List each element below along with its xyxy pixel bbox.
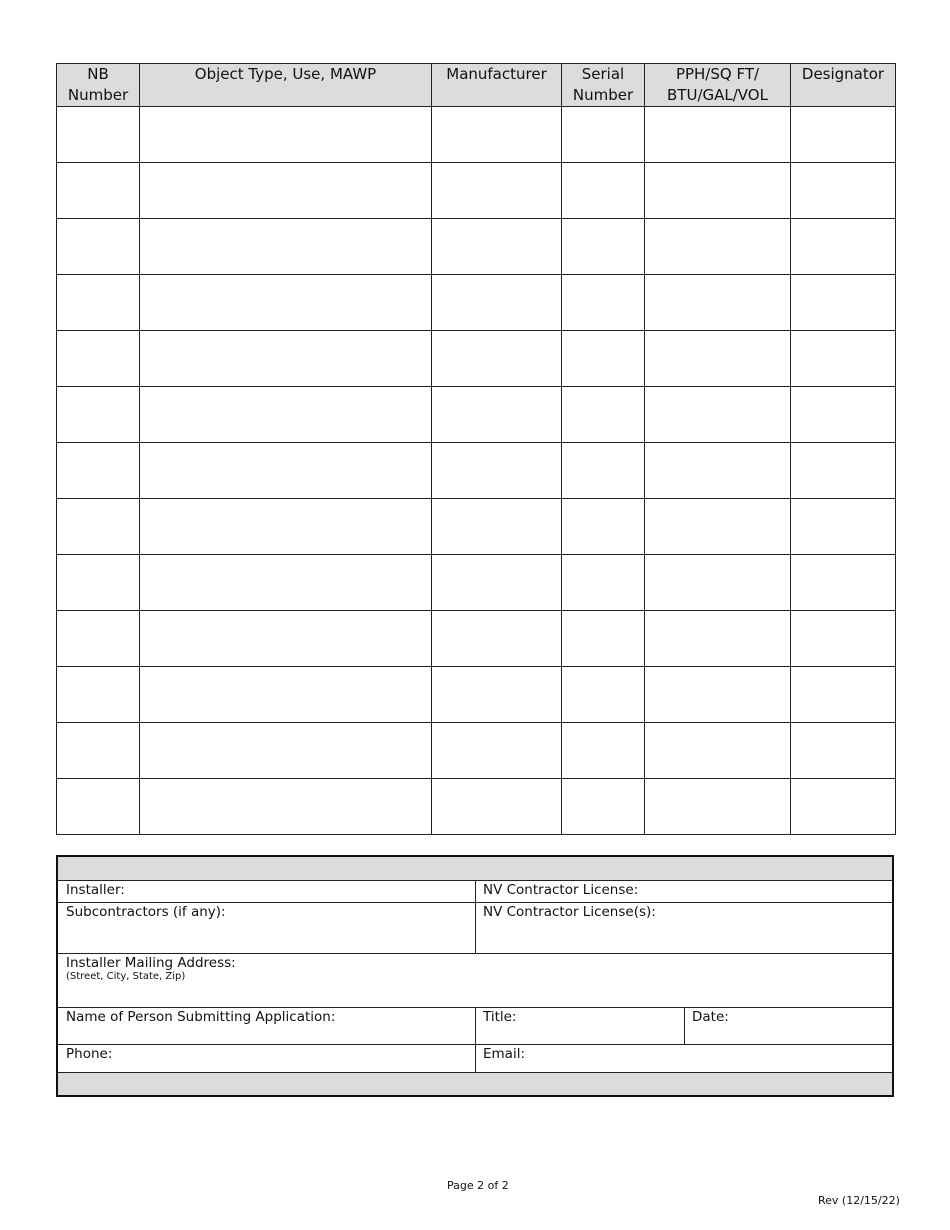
table-row [57, 723, 896, 779]
table-cell-input[interactable] [562, 555, 645, 611]
column-header [562, 64, 645, 107]
table-row [57, 779, 896, 835]
table-cell-input[interactable] [432, 275, 562, 331]
column-header [57, 64, 140, 107]
table-cell-input[interactable] [57, 667, 140, 723]
table-cell-input[interactable] [432, 723, 562, 779]
table-cell-input[interactable] [57, 723, 140, 779]
table-cell-input[interactable] [562, 667, 645, 723]
table-row [57, 387, 896, 443]
revision-date: Rev (12/15/22) [818, 1194, 900, 1207]
divider [475, 1007, 476, 1072]
table-cell-input[interactable] [432, 163, 562, 219]
column-header [645, 64, 791, 107]
column-header [432, 64, 562, 107]
column-header-line: Number [572, 86, 634, 104]
table-cell-input[interactable] [791, 443, 896, 499]
column-header [791, 64, 896, 107]
table-cell-input[interactable] [57, 443, 140, 499]
mailing-address-field[interactable] [58, 953, 892, 1007]
subcontractors-label: Subcontractors (if any): [66, 904, 226, 920]
column-header-line: Manufacturer [446, 65, 547, 83]
table-cell-input[interactable] [791, 499, 896, 555]
table-cell-input[interactable] [140, 275, 432, 331]
table-row [57, 331, 896, 387]
column-header-line: Number [67, 86, 129, 104]
nv-licenses-label: NV Contractor License(s): [483, 904, 656, 920]
table-cell-input[interactable] [562, 611, 645, 667]
table-cell-input[interactable] [645, 331, 791, 387]
section-footer-band [58, 1072, 892, 1095]
page-number: Page 2 of 2 [447, 1179, 509, 1192]
phone-label: Phone: [66, 1046, 113, 1062]
table-row [57, 555, 896, 611]
table-cell-input[interactable] [57, 611, 140, 667]
table-cell-input[interactable] [432, 555, 562, 611]
table-cell-input[interactable] [791, 555, 896, 611]
table-cell-input[interactable] [562, 387, 645, 443]
table-cell-input[interactable] [645, 163, 791, 219]
installer-section [56, 855, 894, 1097]
table-row [57, 107, 896, 163]
table-cell-input[interactable] [645, 779, 791, 835]
table-cell-input[interactable] [432, 331, 562, 387]
phone-field[interactable] [58, 1044, 475, 1072]
table-cell-input[interactable] [562, 219, 645, 275]
table-row [57, 163, 896, 219]
date-field[interactable] [684, 1007, 892, 1044]
table-cell-input[interactable] [57, 387, 140, 443]
table-cell-input[interactable] [432, 667, 562, 723]
table-cell-input[interactable] [562, 275, 645, 331]
table-cell-input[interactable] [562, 107, 645, 163]
table-cell-input[interactable] [57, 107, 140, 163]
table-cell-input[interactable] [140, 107, 432, 163]
table-cell-input[interactable] [791, 163, 896, 219]
column-header-line: NB [87, 65, 109, 83]
table-cell-input[interactable] [562, 723, 645, 779]
table-cell-input[interactable] [57, 779, 140, 835]
table-cell-input[interactable] [57, 163, 140, 219]
subcontractors-field[interactable] [58, 902, 475, 953]
table-cell-input[interactable] [791, 219, 896, 275]
table-cell-input[interactable] [432, 611, 562, 667]
table-cell-input[interactable] [432, 219, 562, 275]
table-cell-input[interactable] [791, 611, 896, 667]
table-cell-input[interactable] [140, 163, 432, 219]
table-cell-input[interactable] [645, 555, 791, 611]
table-cell-input[interactable] [645, 499, 791, 555]
installer-label: Installer: [66, 882, 125, 898]
table-cell-input[interactable] [562, 331, 645, 387]
mailing-address-label: Installer Mailing Address: [66, 955, 236, 971]
table-row [57, 443, 896, 499]
table-cell-input[interactable] [57, 331, 140, 387]
column-header-line: BTU/GAL/VOL [667, 86, 768, 104]
table-cell-input[interactable] [432, 443, 562, 499]
table-cell-input[interactable] [791, 723, 896, 779]
table-cell-input[interactable] [140, 723, 432, 779]
table-cell-input[interactable] [140, 779, 432, 835]
table-cell-input[interactable] [791, 387, 896, 443]
table-cell-input[interactable] [791, 275, 896, 331]
table-cell-input[interactable] [140, 443, 432, 499]
nv-license-label: NV Contractor License: [483, 882, 639, 898]
table-cell-input[interactable] [791, 331, 896, 387]
mailing-address-hint: (Street, City, State, Zip) [66, 971, 186, 982]
table-cell-input[interactable] [432, 779, 562, 835]
table-cell-input[interactable] [645, 667, 791, 723]
nv-license-field[interactable] [475, 880, 892, 902]
table-cell-input[interactable] [140, 667, 432, 723]
table-cell-input[interactable] [432, 107, 562, 163]
table-cell-input[interactable] [140, 219, 432, 275]
table-cell-input[interactable] [140, 611, 432, 667]
table-cell-input[interactable] [562, 499, 645, 555]
table-cell-input[interactable] [140, 499, 432, 555]
table-cell-input[interactable] [645, 107, 791, 163]
date-label: Date: [692, 1009, 729, 1025]
table-cell-input[interactable] [140, 555, 432, 611]
table-cell-input[interactable] [645, 611, 791, 667]
table-row [57, 667, 896, 723]
table-row [57, 499, 896, 555]
table-cell-input[interactable] [791, 667, 896, 723]
column-header-line: Object Type, Use, MAWP [194, 65, 377, 83]
table-row [57, 219, 896, 275]
column-header-line: Designator [801, 65, 885, 83]
table-cell-input[interactable] [140, 387, 432, 443]
table-cell-input[interactable] [645, 219, 791, 275]
installer-field[interactable] [58, 880, 475, 902]
table-cell-input[interactable] [562, 779, 645, 835]
email-field[interactable] [475, 1044, 892, 1072]
table-cell-input[interactable] [140, 331, 432, 387]
column-header-line: Serial [581, 65, 625, 83]
nv-licenses-field[interactable] [475, 902, 892, 953]
title-label: Title: [483, 1009, 517, 1025]
table-cell-input[interactable] [57, 555, 140, 611]
divider [475, 880, 476, 953]
title-field[interactable] [475, 1007, 684, 1044]
submitter-name-label: Name of Person Submitting Application: [66, 1009, 336, 1025]
table-cell-input[interactable] [57, 275, 140, 331]
table-row [57, 611, 896, 667]
section-header-band [58, 857, 892, 880]
column-header-line: PPH/SQ FT/ [675, 65, 760, 83]
table-cell-input[interactable] [645, 275, 791, 331]
table-row [57, 275, 896, 331]
table-cell-input[interactable] [645, 443, 791, 499]
table-cell-input[interactable] [645, 723, 791, 779]
divider [684, 1007, 685, 1044]
table-cell-input[interactable] [791, 779, 896, 835]
table-cell-input[interactable] [57, 219, 140, 275]
table-cell-input[interactable] [432, 499, 562, 555]
submitter-name-field[interactable] [58, 1007, 475, 1044]
column-header [140, 64, 432, 107]
table-cell-input[interactable] [57, 499, 140, 555]
table-cell-input[interactable] [791, 107, 896, 163]
table-cell-input[interactable] [562, 443, 645, 499]
email-label: Email: [483, 1046, 526, 1062]
table-cell-input[interactable] [432, 387, 562, 443]
table-cell-input[interactable] [645, 387, 791, 443]
table-cell-input[interactable] [562, 163, 645, 219]
equipment-table [56, 63, 896, 835]
